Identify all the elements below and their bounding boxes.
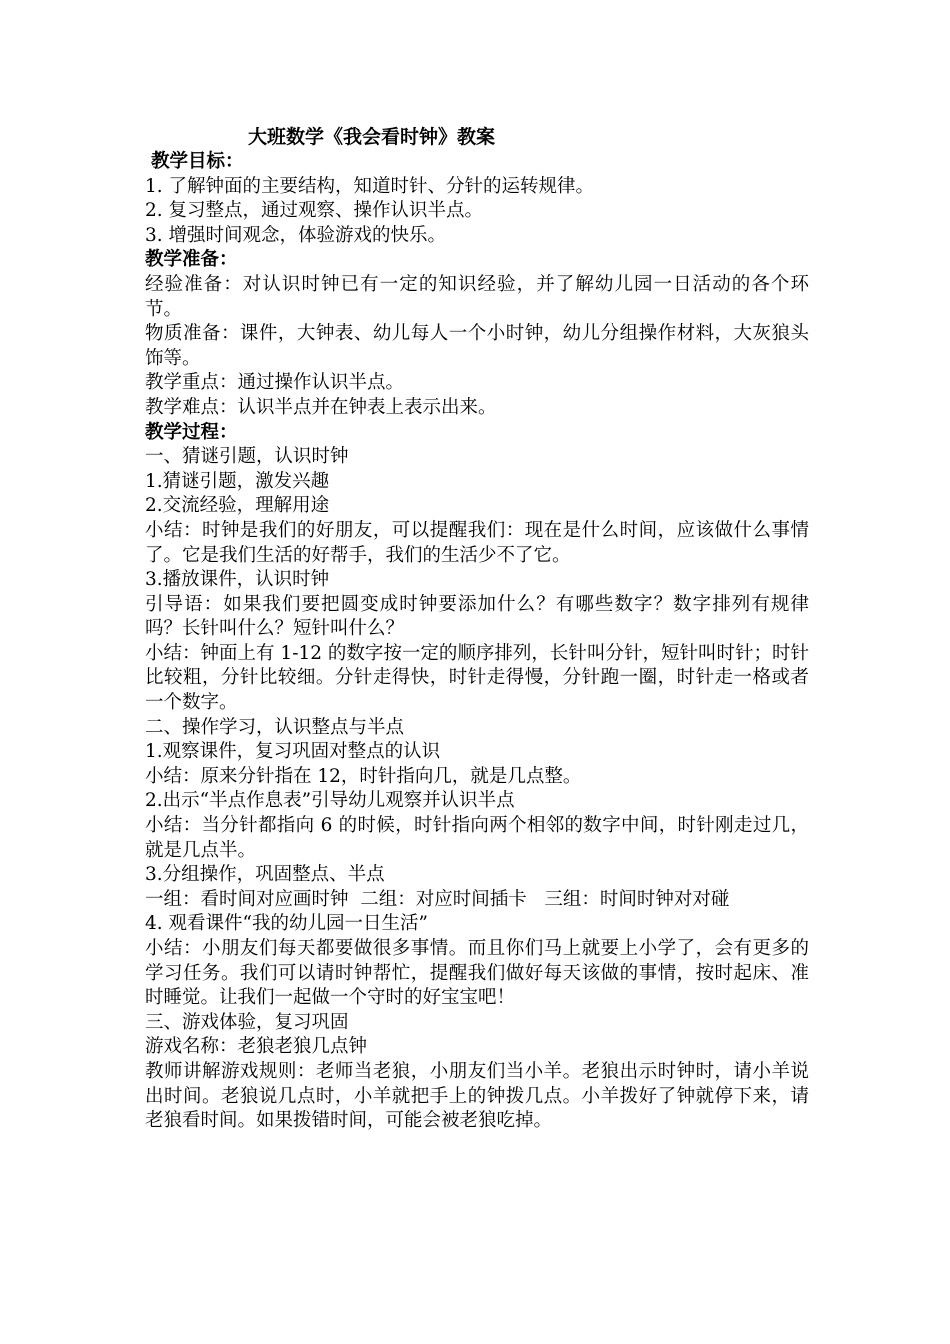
guide-paragraph: 引导语：如果我们要把圆变成时钟要添加什么？有哪些数字？数字排列有规律吗？长针叫什么？短针叫什么？ <box>145 593 809 640</box>
section-heading-objectives: 教学目标： <box>151 151 244 172</box>
section-heading-process: 教学过程： <box>145 421 238 443</box>
process-step: 2.出示“半点作息表”引导幼儿观察并认识半点 <box>145 790 515 812</box>
section-heading-preparation: 教学准备： <box>145 249 238 271</box>
document-body <box>145 124 809 1134</box>
process-step: 2.交流经验，理解用途 <box>145 495 330 517</box>
process-step: 3.分组操作，巩固整点、半点 <box>145 864 385 886</box>
process-step: 1.观察课件，复习巩固对整点的认识 <box>145 741 441 763</box>
experience-preparation: 经验准备：对认识时钟已有一定的知识经验，并了解幼儿园一日活动的各个环节。 <box>145 273 809 320</box>
objective-item-3: 3. 增强时间观念，体验游戏的快乐。 <box>145 224 447 246</box>
group-activities: 一组：看时间对应画时钟 二组：对应时间插卡 三组：时间时钟对对碰 <box>145 888 730 910</box>
process-step: 4. 观看课件“我的幼儿园一日生活” <box>145 913 428 935</box>
summary-paragraph: 小结：当分针都指向 6 的时候，时针指向两个相邻的数字中间，时针刚走过几，就是几点半。 <box>145 815 809 861</box>
process-step: 1.猜谜引题，激发兴趣 <box>145 470 330 492</box>
process-part-2-title: 二、操作学习，认识整点与半点 <box>145 716 405 738</box>
process-part-3-title: 三、游戏体验，复习巩固 <box>145 1011 349 1033</box>
summary-paragraph: 小结：小朋友们每天都要做很多事情。而且你们马上就要上小学了，会有更多的学习任务。我们可以请时钟帮忙，提醒我们做好每天该做的事情，按时起床、准时睡觉。让我们一起做一个守时的好宝宝吧！ <box>145 938 809 1009</box>
process-step: 3.播放课件，认识时钟 <box>145 569 330 591</box>
summary-paragraph: 小结：钟面上有 1-12 的数字按一定的顺序排列，长针叫分针，短针叫时针；时针比较粗，分针比较细。分针走得快，时针走得慢，分针跑一圈，时针走一格或者一个数字。 <box>145 642 809 714</box>
teaching-key-point: 教学重点：通过操作认识半点。 <box>145 372 405 394</box>
summary-paragraph: 小结：时钟是我们的好朋友，可以提醒我们：现在是什么时间，应该做什么事情了。它是我们生活的好帮手，我们的生活少不了它。 <box>145 519 809 566</box>
material-preparation: 物质准备：课件，大钟表、幼儿每人一个小时钟，幼儿分组操作材料，大灰狼头饰等。 <box>145 323 809 369</box>
teaching-difficulty: 教学难点：认识半点并在钟表上表示出来。 <box>145 396 497 418</box>
game-rules: 教师讲解游戏规则：老师当老狼，小朋友们当小羊。老狼出示时钟时，请小羊说出时间。老狼说几点时，小羊就把手上的钟拨几点。小羊拨好了钟就停下来，请老狼看时间。如果拨错时间，可能会被老狼吃掉。 <box>145 1060 809 1132</box>
game-name: 游戏名称：老狼老狼几点钟 <box>145 1036 368 1058</box>
process-part-1-title: 一、猜谜引题，认识时钟 <box>145 446 349 468</box>
document-title: 大班数学《我会看时钟》教案 <box>248 126 496 148</box>
summary-paragraph: 小结：原来分针指在 12，时针指向几，就是几点整。 <box>145 765 582 787</box>
objective-item-2: 2. 复习整点，通过观察、操作认识半点。 <box>145 200 484 222</box>
objective-item-1: 1. 了解钟面的主要结构，知道时针、分针的运转规律。 <box>145 175 595 197</box>
